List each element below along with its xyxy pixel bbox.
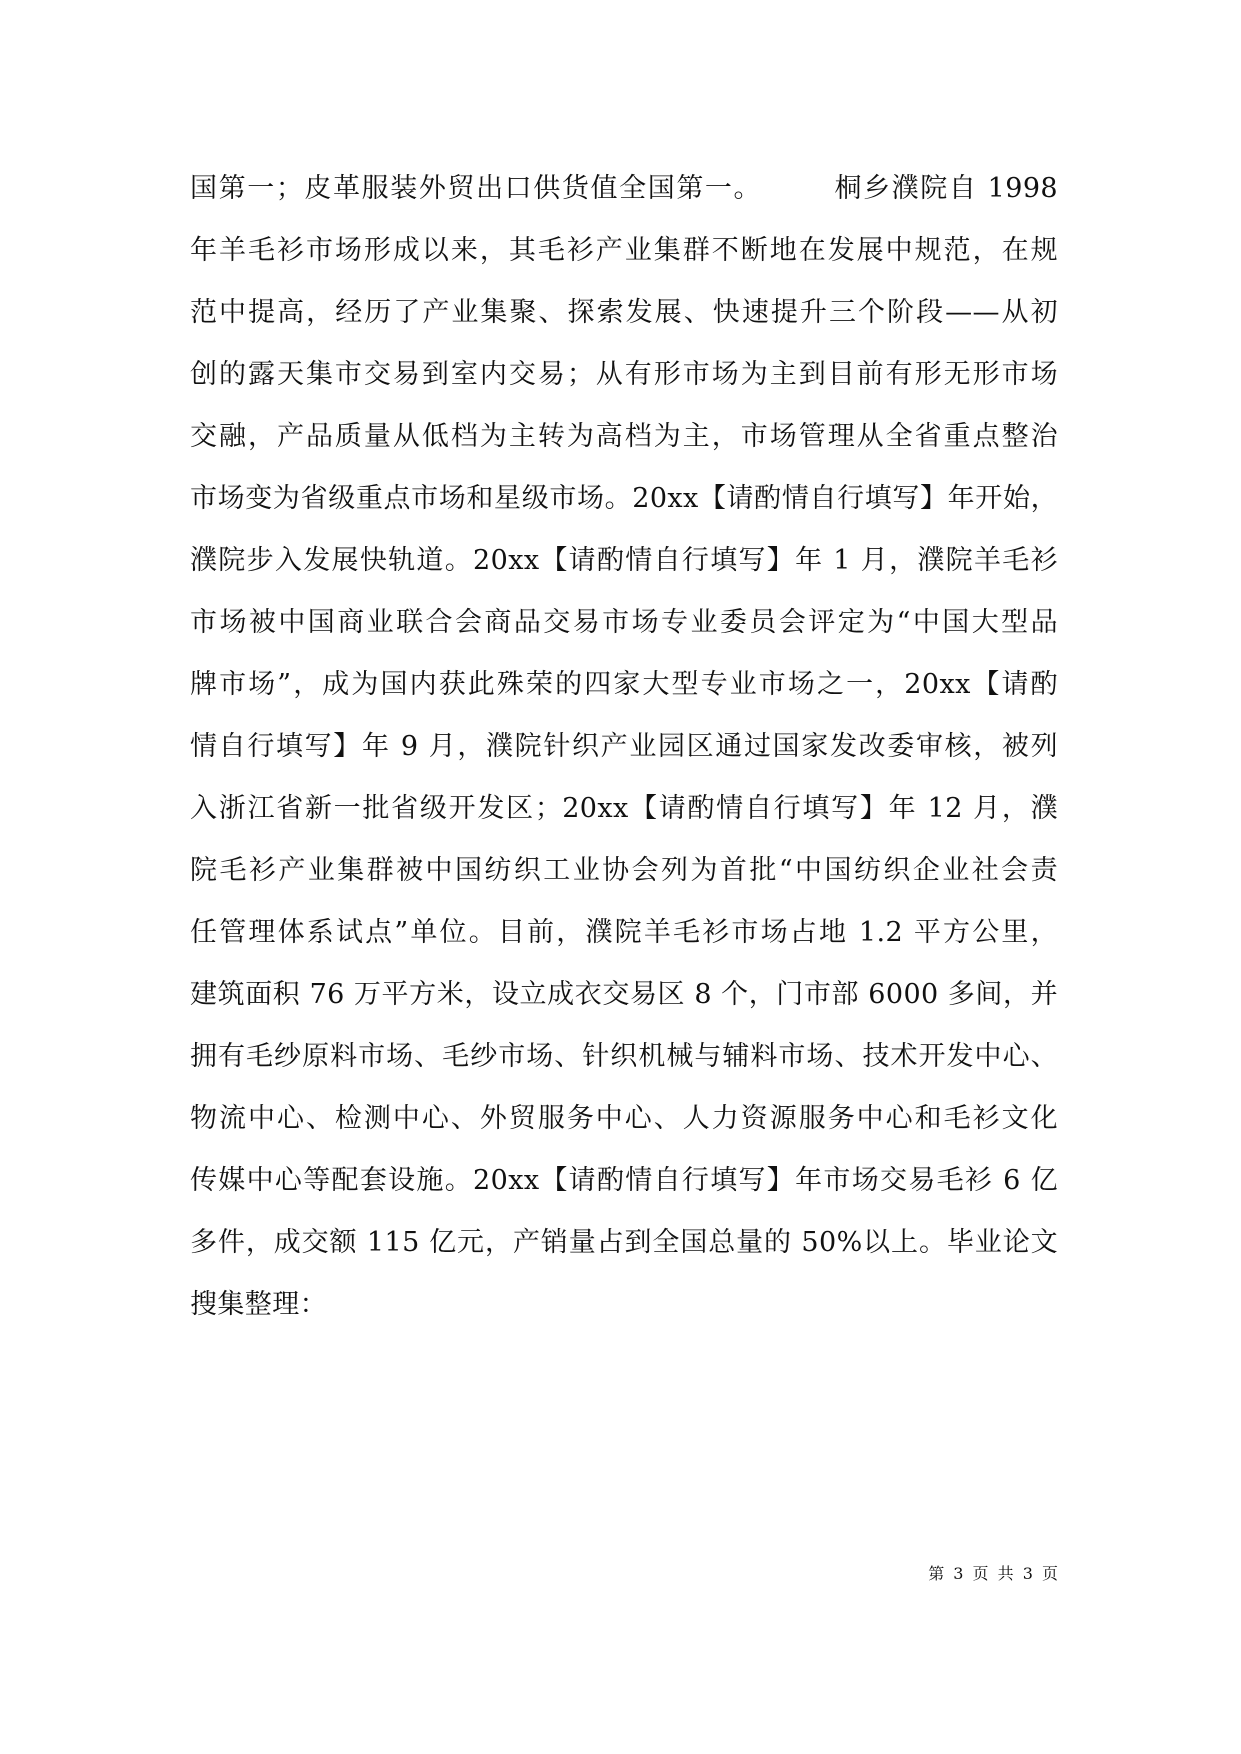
text-line: 情自行填写】年 9 月，濮院针织产业园区通过国家发改委审核，被列 xyxy=(190,731,1058,762)
text-line: 创的露天集市交易到室内交易；从有形市场为主到目前有形无形市场 xyxy=(190,359,1058,390)
text-line: 市场变为省级重点市场和星级市场。20xx【请酌情自行填写】年开始， xyxy=(190,483,1058,514)
text-line: 任管理体系试点”单位。目前，濮院羊毛衫市场占地 1.2 平方公里， xyxy=(190,917,1058,948)
text-line: 牌市场”，成为国内获此殊荣的四家大型专业市场之一，20xx【请酌 xyxy=(190,669,1058,700)
text-line: 拥有毛纱原料市场、毛纱市场、针织机械与辅料市场、技术开发中心、 xyxy=(190,1041,1058,1072)
text-line: 入浙江省新一批省级开发区；20xx【请酌情自行填写】年 12 月，濮 xyxy=(190,793,1058,824)
text-line: 院毛衫产业集群被中国纺织工业协会列为首批“中国纺织企业社会责 xyxy=(190,855,1058,886)
page-number-footer: 第 3 页 共 3 页 xyxy=(928,1564,1060,1583)
text-line: 年羊毛衫市场形成以来，其毛衫产业集群不断地在发展中规范，在规 xyxy=(190,235,1058,266)
body-paragraph xyxy=(190,158,1058,1336)
text-line: 建筑面积 76 万平方米，设立成衣交易区 8 个，门市部 6000 多间，并 xyxy=(190,979,1058,1010)
text-line: 濮院步入发展快轨道。20xx【请酌情自行填写】年 1 月，濮院羊毛衫 xyxy=(190,545,1058,576)
text-line: 交融，产品质量从低档为主转为高档为主，市场管理从全省重点整治 xyxy=(190,421,1058,452)
text-line: 范中提高，经历了产业集聚、探索发展、快速提升三个阶段——从初 xyxy=(190,297,1058,328)
text-line: 传媒中心等配套设施。20xx【请酌情自行填写】年市场交易毛衫 6 亿 xyxy=(190,1165,1058,1196)
text-line: 多件，成交额 115 亿元，产销量占到全国总量的 50%以上。毕业论文 xyxy=(190,1227,1058,1258)
text-line: 市场被中国商业联合会商品交易市场专业委员会评定为“中国大型品 xyxy=(190,607,1058,638)
text-line: 国第一；皮革服装外贸出口供货值全国第一。 桐乡濮院自 1998 xyxy=(190,173,1058,204)
text-line: 搜集整理： xyxy=(190,1289,327,1320)
text-line: 物流中心、检测中心、外贸服务中心、人力资源服务中心和毛衫文化 xyxy=(190,1103,1058,1134)
